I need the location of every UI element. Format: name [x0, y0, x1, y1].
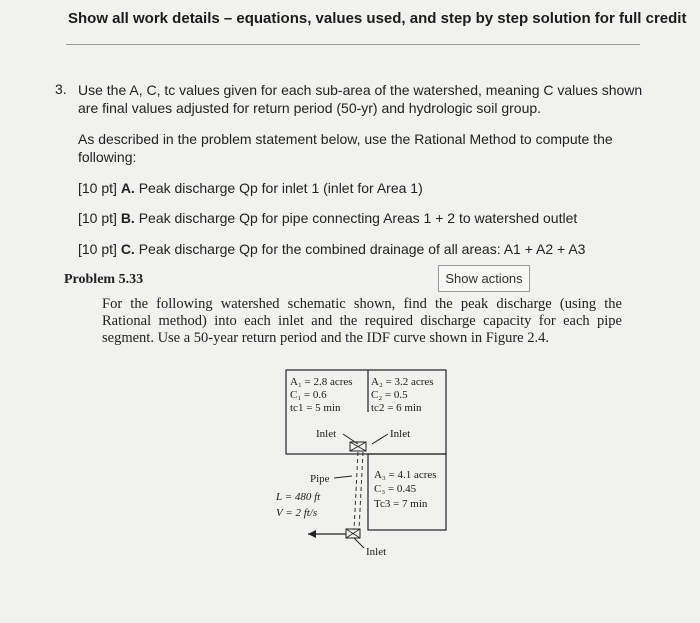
area2-c: C₂ = 0.5 — [371, 389, 408, 401]
inlet2-arrow — [372, 434, 388, 444]
part-b-letter: B. — [120, 210, 135, 226]
part-a-letter: A. — [120, 180, 135, 196]
question-intro: Use the A, C, tc values given for each sub-area of the watershed, meaning C values shown are final values adjusted for return period (50-yr) and hydrologic soil group. — [78, 82, 643, 116]
area3-a: A₃ = 4.1 acres — [374, 469, 437, 481]
question-number: 3. — [55, 81, 67, 97]
part-c-text: Peak discharge Qp for the combined drainage of all areas: A1 + A2 + A3 — [138, 241, 586, 257]
area1-t: tc1 = 5 min — [290, 402, 341, 414]
part-a-text: Peak discharge Qp for inlet 1 (inlet for Area 1) — [138, 180, 423, 196]
part-a — [78, 180, 423, 196]
pipe-line — [354, 452, 363, 530]
inlet-grate-cross-icon — [350, 442, 366, 451]
pipe-velocity: V = 2 ft/s — [276, 507, 318, 519]
show-actions-button[interactable]: Show actions — [438, 265, 530, 292]
outlet-grate-cross-icon — [346, 529, 360, 538]
part-a-points: [10 pt] — [78, 180, 117, 196]
instructions-header: Show all work details – equations, values used, and step by step solution for full credit — [68, 10, 687, 27]
part-b-points: [10 pt] — [78, 210, 117, 226]
part-b — [78, 210, 577, 226]
watershed-schematic — [250, 360, 470, 570]
inlet3-arrow — [354, 538, 364, 548]
area2-t: tc2 = 6 min — [371, 402, 422, 414]
part-b-text: Peak discharge Qp for pipe connecting Areas 1 + 2 to watershed outlet — [138, 210, 578, 226]
area3-c: C₃ = 0.45 — [374, 483, 417, 495]
part-c-points: [10 pt] — [78, 241, 117, 257]
area1-c: C₁ = 0.6 — [290, 389, 327, 401]
pipe-length: L = 480 ft — [276, 491, 321, 503]
inlet3-label: Inlet — [366, 546, 387, 558]
outlet-arrowhead-icon — [308, 530, 316, 538]
part-c — [78, 241, 585, 257]
header-divider — [66, 44, 640, 45]
question-description: As described in the problem statement below, use the Rational Method to compute the following: — [78, 131, 613, 165]
pipe-arrow — [334, 476, 352, 478]
inlet2-label: Inlet — [390, 428, 411, 440]
inlet1-label: Inlet — [316, 428, 337, 440]
problem-title: Problem 5.33 — [64, 272, 144, 287]
area2-a: A₂ = 3.2 acres — [371, 376, 434, 388]
part-c-letter: C. — [120, 241, 135, 257]
pipe-label: Pipe — [310, 473, 330, 485]
area1-a: A₁ = 2.8 acres — [290, 376, 353, 388]
area3-t: Tc3 = 7 min — [374, 498, 428, 510]
problem-statement: For the following watershed schematic shown, find the peak discharge (using the Rational method) into each inlet and the required discharge capacity for each pipe segment. Use a 50-year return period and the IDF curve shown in Figure 2.4. — [102, 296, 622, 346]
